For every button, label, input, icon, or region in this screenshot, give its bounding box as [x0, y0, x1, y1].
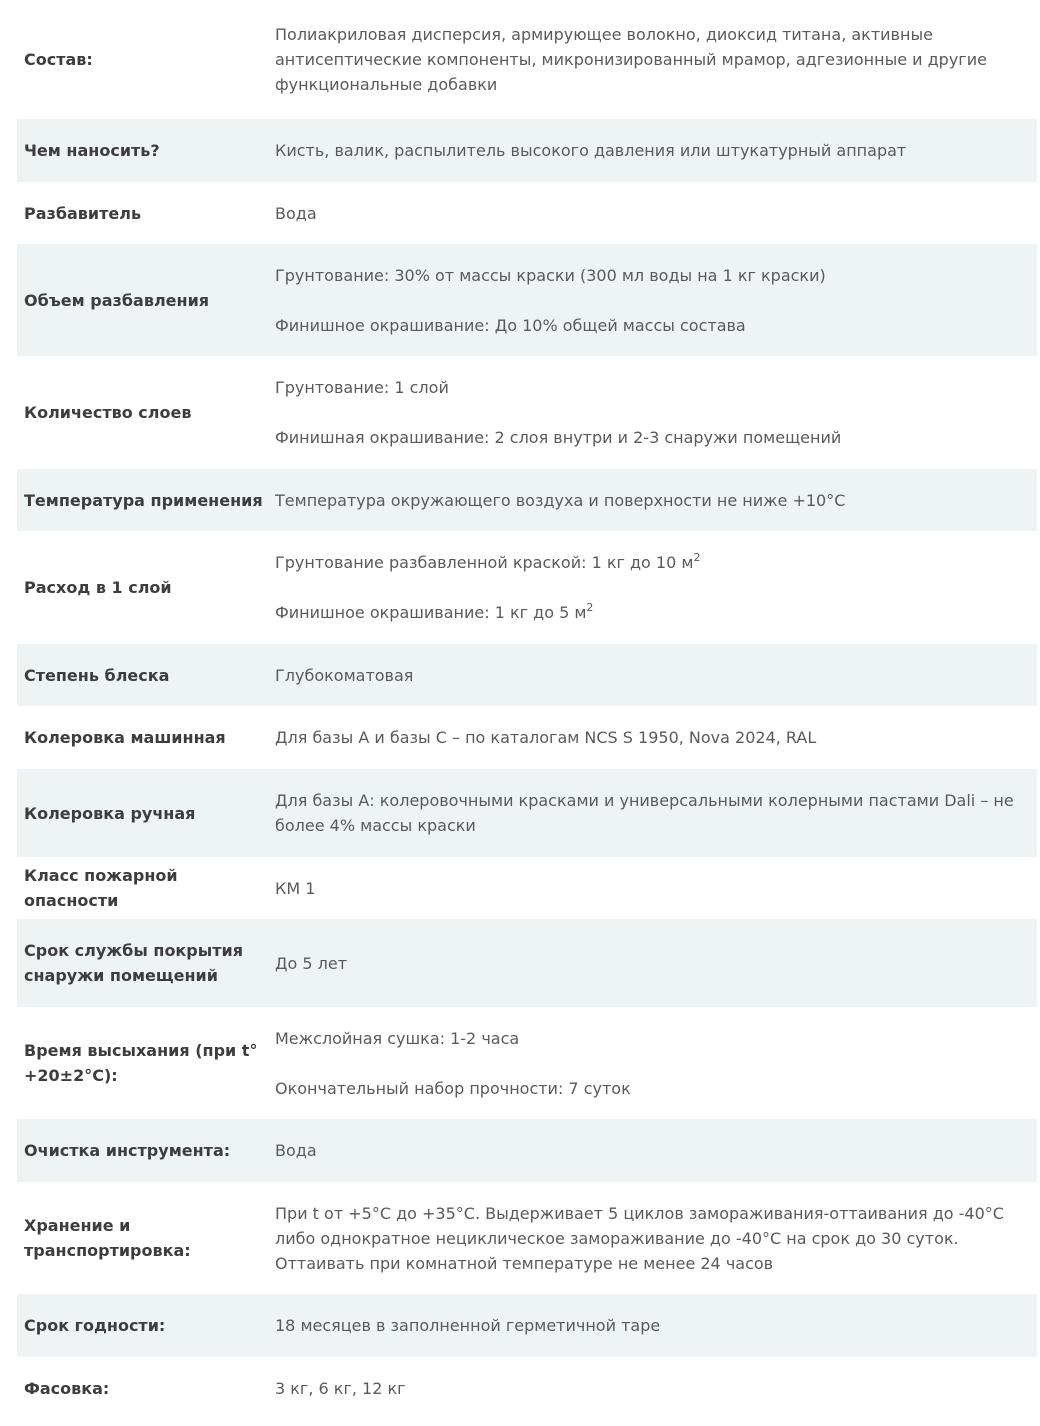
- spec-label: Очистка инструмента:: [24, 1141, 231, 1160]
- spec-row-service-life: [17, 919, 1037, 1007]
- spec-label: Колеровка ручная: [24, 803, 196, 823]
- spec-row-machine-tinting: [17, 706, 1037, 769]
- spec-label: Колеровка машинная: [24, 728, 226, 747]
- spec-row-packaging: [17, 1357, 1037, 1419]
- spec-value: [275, 488, 1037, 513]
- spec-label: Состав:: [24, 50, 93, 69]
- spec-label: Объем разбавления: [24, 290, 210, 310]
- spec-value: [275, 788, 1037, 838]
- spec-row-tool-cleaning: [17, 1119, 1037, 1182]
- spec-row-application-temperature: [17, 469, 1037, 531]
- spec-label: Время высыхания (при t° +20±2°C):: [24, 1041, 258, 1085]
- spec-value: [275, 1201, 1037, 1276]
- spec-value: [275, 201, 1037, 226]
- spec-label: Количество слоев: [24, 403, 192, 422]
- spec-row-coat-count: [17, 356, 1037, 469]
- spec-label: Чем наносить?: [24, 141, 160, 160]
- spec-row-consumption: [17, 531, 1037, 644]
- spec-label: Срок службы покрытия снаружи помещений: [24, 941, 243, 985]
- spec-value-text: Грунтование: 1 слой: [275, 378, 449, 397]
- spec-row-storage-transport: [17, 1182, 1037, 1294]
- spec-value-text: Финишное окрашивание: 1 кг до 5 м: [275, 603, 587, 622]
- spec-value: [275, 1138, 1037, 1163]
- spec-label: Хранение и транспортировка:: [24, 1216, 191, 1260]
- spec-value-text: До 5 лет: [275, 953, 348, 973]
- spec-value: [275, 138, 1037, 163]
- spec-value-text: Грунтование разбавленной краской: 1 кг до 10 м: [275, 553, 694, 572]
- spec-value-text: Финишная окрашивание: 2 слоя внутри и 2-3 снаружи помещений: [275, 428, 842, 447]
- spec-value: [275, 263, 1037, 338]
- spec-value-text: Финишное окрашивание: До 10% общей массы состава: [275, 315, 746, 335]
- spec-value: [275, 1376, 1037, 1401]
- spec-row-application-tools: [17, 119, 1037, 182]
- spec-value: [275, 22, 1037, 97]
- spec-row-shelf-life: [17, 1294, 1037, 1357]
- spec-label: Срок годности:: [24, 1316, 166, 1335]
- spec-value: [275, 1313, 1037, 1338]
- spec-value-line: [275, 600, 1029, 625]
- spec-value-text: 3 кг, 6 кг, 12 кг: [275, 1378, 406, 1398]
- spec-value-line: [275, 550, 1029, 575]
- spec-value-text: Полиакриловая дисперсия, армирующее волокно, диоксид титана, активные антисептические компоненты, микронизированный мрамор, адгезионные и другие функциональные добавки: [275, 25, 987, 94]
- unit-superscript: 2: [586, 600, 594, 614]
- spec-row-gloss-level: [17, 644, 1037, 706]
- spec-row-composition: [17, 0, 1037, 119]
- spec-row-dilution-volume: [17, 244, 1037, 356]
- spec-value-text: КМ 1: [275, 878, 316, 898]
- spec-label: Фасовка:: [24, 1378, 110, 1398]
- spec-value-text: Температура окружающего воздуха и поверхности не ниже +10°C: [275, 490, 846, 510]
- spec-row-drying-time: [17, 1007, 1037, 1119]
- spec-value: [275, 550, 1037, 625]
- spec-value: [275, 951, 1037, 976]
- spec-value: [275, 375, 1037, 450]
- spec-value-text: Грунтование: 30% от массы краски (300 мл воды на 1 кг краски): [275, 265, 826, 285]
- spec-value: [275, 663, 1037, 688]
- spec-value-text: Глубокоматовая: [275, 665, 414, 685]
- spec-row-manual-tinting: [17, 769, 1037, 857]
- spec-row-thinner: [17, 182, 1037, 244]
- unit-superscript: 2: [693, 550, 701, 564]
- spec-value-text: Для базы A и базы C – по каталогам NCS S 1950, Nova 2024, RAL: [275, 728, 817, 747]
- spec-value-text: Для базы А: колеровочными красками и универсальными колерными пастами Dali – не более 4% массы краски: [275, 791, 1014, 835]
- spec-value: [275, 876, 1037, 901]
- spec-label: Класс пожарной опасности: [24, 866, 178, 910]
- spec-value-text: Окончательный набор прочности: 7 суток: [275, 1078, 631, 1098]
- spec-row-fire-hazard-class: [17, 857, 1037, 919]
- spec-value-text: 18 месяцев в заполненной герметичной таре: [275, 1316, 661, 1335]
- spec-value-text: Кисть, валик, распылитель высокого давления или штукатурный аппарат: [275, 141, 907, 160]
- spec-value: [275, 1026, 1037, 1101]
- spec-value-text: Вода: [275, 203, 317, 223]
- spec-value-text: Вода: [275, 1141, 317, 1160]
- spec-value: [275, 725, 1037, 750]
- spec-label: Степень блеска: [24, 665, 170, 685]
- specifications-table: [17, 0, 1037, 1419]
- spec-value-text: Межслойная сушка: 1-2 часа: [275, 1028, 520, 1048]
- spec-label: Температура применения: [24, 490, 263, 510]
- spec-label: Разбавитель: [24, 203, 142, 223]
- spec-value-text: При t от +5°C до +35°C. Выдерживает 5 циклов замораживания-оттаивания до -40°C либо однократное нециклическое замораживание до -40°C на срок до 30 суток. Оттаивать при комнатной температуре не менее 24 часов: [275, 1203, 1004, 1273]
- spec-label: Расход в 1 слой: [24, 578, 172, 597]
